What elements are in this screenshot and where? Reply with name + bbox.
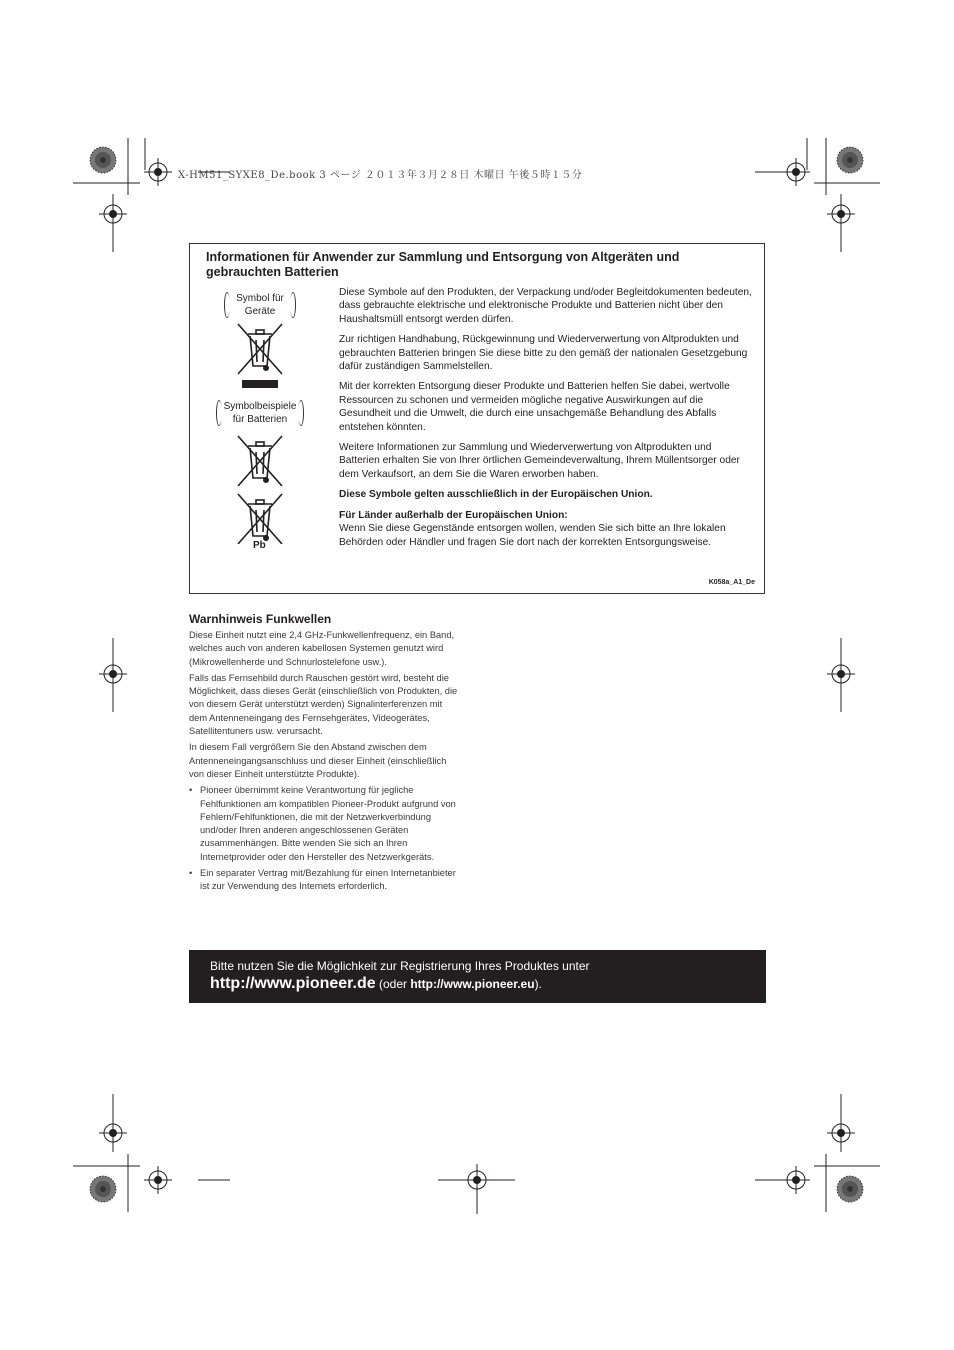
non-eu-text: Wenn Sie diese Gegenstände entsorgen wollen, wenden Sie sich bitte an Ihre lokalen Behörden oder Händler und fragen Sie dort nach der korrekten Entsorgungsweise. — [339, 523, 726, 548]
list-item: • Ein separater Vertrag mit/Bezahlung für einen Internetanbieter ist zur Verwendung des Internets erforderlich. — [189, 867, 461, 894]
disposal-info-box — [189, 243, 765, 594]
eu-only-note: Diese Symbole gelten ausschließlich in der Europäischen Union. — [339, 489, 653, 501]
print-header: X-HM51_SYXE8_De.book 3 ページ ２０１３年３月２８日 木曜日 午後５時１５分 — [178, 170, 583, 181]
battery-bin-icon — [236, 434, 284, 486]
warning-body — [189, 629, 461, 897]
disposal-paragraph: Mit der korrekten Entsorgung dieser Produkte und Batterien helfen Sie dabei, wertvolle Ressourcen zu schonen und vermeiden mögliche negative Auswirkungen auf die Gesundheit und die Umwelt, die durch eine unsachgemäße Behandlung des Abfalls entstehen könnten. — [339, 381, 730, 433]
warning-paragraph: Falls das Fernsehbild durch Rauschen gestört wird, besteht die Möglichkeit, dass dieses Gerät (einschließlich von Produkten, die von diesem Gerät unterstützt werden) Signalinterferenzen mit dem Antenneneingang des Fernsehgerätes, Videogerätes, Satellitentuners usw. verursacht. — [189, 672, 458, 737]
crossed-out-bin-icon — [236, 322, 284, 392]
warning-bullets — [189, 784, 461, 893]
symbol-devices-label: Symbol für Geräte — [230, 292, 290, 318]
list-item: • Pioneer übernimmt keine Verantwortung für jegliche Fehlfunktionen am kompatiblen Pioneer-Produkt aufgrund von Fehlern/Fehlfunktionen, die mit der Netzwerkverbindung und/oder Ihren anderen angeschlossenen Geräten zusammenhängen. Bitte wenden Sie sich an Ihren Internetprovider oder den Hersteller des Netzwerkgeräts. — [189, 784, 461, 864]
disposal-paragraph: Weitere Informationen zur Sammlung und Wiederverwertung von Altprodukten und Batterien erhalten Sie von Ihrer örtlichen Gemeindeverwaltung, Ihrem Müllentsorger oder dem Verkaufsort, an dem Sie die Waren erworben haben. — [339, 442, 740, 480]
or-close-text: ). — [534, 977, 542, 991]
battery-pb-bin-icon — [236, 492, 284, 544]
disposal-text — [339, 286, 755, 556]
disposal-title: Informationen für Anwender zur Sammlung und Entsorgung von Altgeräten und gebrauchten Batterien — [206, 250, 680, 279]
warning-title: Warnhinweis Funkwellen — [189, 612, 332, 626]
symbol-batteries-label: Symbolbeispiele für Batterien — [223, 401, 297, 425]
pb-label: Pb — [253, 540, 266, 551]
pioneer-de-link[interactable]: http://www.pioneer.de — [210, 975, 376, 992]
registration-text: Bitte nutzen Sie die Möglichkeit zur Registrierung Ihres Produktes unter — [210, 959, 590, 973]
non-eu-heading: Für Länder außerhalb der Europäischen Union: — [339, 509, 568, 521]
warning-paragraph: Diese Einheit nutzt eine 2,4 GHz-Funkwellenfrequenz, ein Band, welches auch von anderen kabellosen Systemen genutzt wird (Mikrowellenherde und Schnurlostelefone usw.). — [189, 630, 455, 667]
or-open-text: (oder — [375, 977, 411, 991]
disposal-paragraph: Zur richtigen Handhabung, Rückgewinnung und Wiederverwertung von Altprodukten und gebrauchten Batterien bringen Sie diese bitte zu den gemäß der nationalen Gesetzgebung dafür zuständigen Sammelstellen. — [339, 334, 748, 373]
disposal-paragraph: Diese Symbole auf den Produkten, der Verpackung und/oder Begleitdokumenten bedeuten, dass gebrauchte elektrische und elektronische Produkte und Batterien nicht über den Haushaltsmüll entsorgt werden dürfen. — [339, 287, 752, 325]
warning-paragraph: In diesem Fall vergrößern Sie den Abstand zwischen dem Antenneneingangsanschluss und dieser Einheit (einschließlich von dieser Einheit unterstützte Produkte). — [189, 742, 447, 779]
document-code: K058a_A1_De — [708, 579, 755, 586]
registration-banner — [189, 950, 766, 1003]
pioneer-eu-link[interactable]: http://www.pioneer.eu — [410, 977, 535, 991]
registration-links — [210, 975, 542, 993]
